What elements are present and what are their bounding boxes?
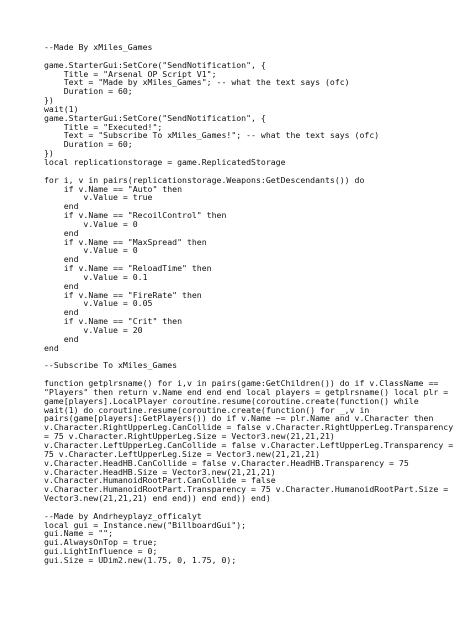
code-line: end: [44, 333, 79, 344]
code-line: Vector3.new(21,21,21) end end)) end end)) end): [44, 493, 271, 504]
code-block: [44, 43, 464, 565]
code-line: local replicationstorage = game.ReplicatedStorage: [44, 156, 286, 167]
code-line: --Subscribe To xMiles_Games: [44, 360, 178, 371]
code-line: if v.Name == "Auto" then: [44, 183, 183, 194]
code-line: }): [44, 95, 54, 106]
code-line: v.Value = true: [44, 192, 153, 203]
code-line: v.Character.HumanoidRootPart.Transparency = 75 v.Character.HumanoidRootPart.Size =: [44, 484, 449, 495]
code-line: end: [44, 307, 79, 318]
code-line: if v.Name == "FireRate" then: [44, 289, 202, 300]
code-line: game.StarterGui:SetCore("SendNotification", {: [44, 59, 266, 70]
code-line: for i, v in pairs(replicationstorage.Weapons:GetDescendants()) do: [44, 174, 365, 185]
code-line: --Made By xMiles_Games: [44, 42, 153, 52]
code-line: Duration = 60;: [44, 139, 133, 150]
code-line: wait(1) do coroutine.resume(coroutine.create(function() for _,v in: [44, 404, 370, 415]
code-line: end: [44, 342, 59, 353]
code-line: end: [44, 280, 79, 291]
code-line: v.Value = 20: [44, 325, 143, 335]
code-line: gui.AlwaysOnTop = true;: [44, 537, 158, 548]
code-line: Text = "Made by xMiles_Games"; -- what the text says (ofc): [44, 77, 350, 88]
code-line: Duration = 60;: [44, 86, 133, 97]
code-line: game.StarterGui:SetCore("SendNotification", {: [44, 112, 266, 123]
code-line: v.Character.LeftUpperLeg.CanCollide = false v.Character.LeftUpperLeg.Transparency =: [44, 439, 454, 450]
code-line: v.Character.RightUpperLeg.CanCollide = false v.Character.RightUpperLeg.Transparency: [44, 422, 454, 433]
code-line: gui.LightInfluence = 0;: [44, 546, 158, 557]
code-line: gui.Name = "";: [44, 528, 114, 539]
code-line: }): [44, 148, 54, 159]
code-line: end: [44, 201, 79, 212]
code-line: if v.Name == "ReloadTime" then: [44, 263, 212, 274]
code-line: = 75 v.Character.RightUpperLeg.Size = Vector3.new(21,21,21): [44, 431, 335, 442]
code-line: v.Character.HeadHB.CanCollide = false v.Character.HeadHB.Transparency = 75: [44, 457, 409, 468]
code-line: function getplrsname() for i,v in pairs(game:GetChildren()) do if v.ClassName ==: [44, 378, 439, 389]
code-line: v.Value = 0: [44, 218, 138, 229]
code-line: v.Value = 0: [44, 245, 138, 256]
code-line: end: [44, 254, 79, 265]
code-line: v.Value = 0.1: [44, 271, 148, 282]
code-line: v.Value = 0.05: [44, 298, 153, 309]
code-line: end: [44, 227, 79, 238]
code-line: pairs(game[players]:GetPlayers()) do if v.Name ~= plr.Name and v.Character then: [44, 413, 434, 424]
code-line: Title = "Executed!";: [44, 121, 163, 132]
code-line: gui.Size = UDim2.new(1.75, 0, 1.75, 0);: [44, 554, 237, 565]
code-line: Text = "Subscribe To xMiles_Games!"; -- what the text says (ofc): [44, 130, 380, 141]
code-line: local gui = Instance.new("BillboardGui");: [44, 519, 247, 530]
code-line: v.Character.HumanoidRootPart.CanCollide = false: [44, 475, 276, 486]
code-line: Title = "Arsenal OP Script V1";: [44, 68, 217, 79]
code-line: game[players].LocalPlayer coroutine.resume(coroutine.create(function() while: [44, 395, 419, 406]
code-line: 75 v.Character.LeftUpperLeg.Size = Vector3.new(21,21,21): [44, 448, 321, 459]
code-line: if v.Name == "Crit" then: [44, 316, 183, 327]
code-line: if v.Name == "RecoilControl" then: [44, 210, 227, 221]
code-line: if v.Name == "MaxSpread" then: [44, 236, 207, 247]
code-line: wait(1): [44, 103, 79, 114]
code-line: "Players" then return v.Name end end end local players = getplrsname() local plr =: [44, 386, 449, 397]
code-line: v.Character.HeadHB.Size = Vector3.new(21,21,21): [44, 466, 276, 477]
code-line: --Made by Andrheyplayz_officalyt: [44, 510, 202, 521]
